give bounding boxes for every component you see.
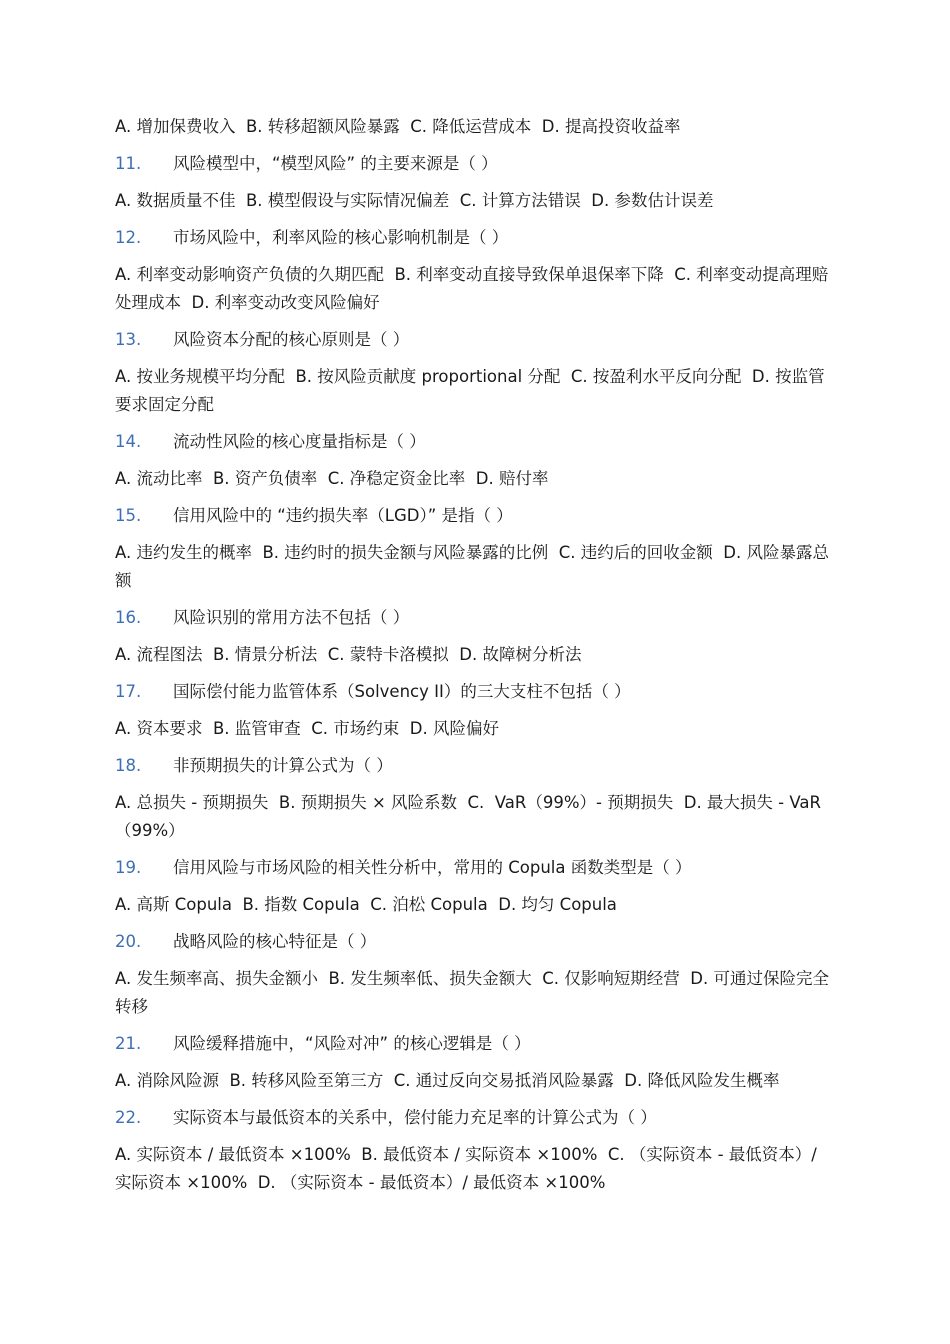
question-text: 风险资本分配的核心原则是（ ）	[173, 330, 410, 349]
question-number: 15.	[115, 506, 142, 525]
question-12-options: A. 利率变动影响资产负债的久期匹配 B. 利率变动直接导致保单退保率下降 C. 利率变动提高理赔处理成本 D. 利率变动改变风险偏好	[115, 265, 829, 312]
question-14	[115, 428, 837, 456]
question-15-options: A. 违约发生的概率 B. 违约时的损失金额与风险暴露的比例 C. 违约后的回收金额 D. 风险暴露总额	[115, 543, 829, 590]
question-12	[115, 224, 837, 252]
question-16	[115, 604, 837, 632]
question-15	[115, 502, 837, 530]
question-14-options: A. 流动比率 B. 资产负债率 C. 净稳定资金比率 D. 赔付率	[115, 469, 549, 488]
question-17	[115, 678, 837, 706]
question-21	[115, 1030, 837, 1058]
question-20	[115, 928, 837, 956]
question-number: 18.	[115, 756, 142, 775]
question-number: 16.	[115, 608, 142, 627]
question-22	[115, 1104, 837, 1132]
question-10-options: A. 增加保费收入 B. 转移超额风险暴露 C. 降低运营成本 D. 提高投资收益率	[115, 117, 681, 136]
question-text: 风险缓释措施中，“风险对冲” 的核心逻辑是（ ）	[173, 1034, 531, 1053]
question-number: 19.	[115, 858, 142, 877]
question-13-options: A. 按业务规模平均分配 B. 按风险贡献度 proportional 分配 C. 按盈利水平反向分配 D. 按监管要求固定分配	[115, 367, 825, 414]
question-text: 风险识别的常用方法不包括（ ）	[173, 608, 410, 627]
question-16-options: A. 流程图法 B. 情景分析法 C. 蒙特卡洛模拟 D. 故障树分析法	[115, 645, 582, 664]
question-17-options: A. 资本要求 B. 监管审查 C. 市场约束 D. 风险偏好	[115, 719, 499, 738]
question-text: 流动性风险的核心度量指标是（ ）	[173, 432, 426, 451]
question-19-options: A. 高斯 Copula B. 指数 Copula C. 泊松 Copula D. 均匀 Copula	[115, 895, 617, 914]
question-18	[115, 752, 837, 780]
question-21-options: A. 消除风险源 B. 转移风险至第三方 C. 通过反向交易抵消风险暴露 D. 降低风险发生概率	[115, 1071, 780, 1090]
question-text: 非预期损失的计算公式为（ ）	[173, 756, 393, 775]
question-13	[115, 326, 837, 354]
question-number: 13.	[115, 330, 142, 349]
question-number: 14.	[115, 432, 142, 451]
question-text: 信用风险与市场风险的相关性分析中，常用的 Copula 函数类型是（ ）	[173, 858, 692, 877]
question-list	[115, 113, 837, 1206]
question-number: 21.	[115, 1034, 142, 1053]
question-20-options: A. 发生频率高、损失金额小 B. 发生频率低、损失金额大 C. 仅影响短期经营 D. 可通过保险完全转移	[115, 969, 829, 1016]
question-text: 实际资本与最低资本的关系中，偿付能力充足率的计算公式为（ ）	[173, 1108, 657, 1127]
question-number: 17.	[115, 682, 142, 701]
question-22-options: A. 实际资本 / 最低资本 ×100% B. 最低资本 / 实际资本 ×100% C. （实际资本 - 最低资本）/ 实际资本 ×100% D. （实际资本 - 最低资本）/ 最低资本 ×100%	[115, 1145, 823, 1192]
question-18-options: A. 总损失 - 预期损失 B. 预期损失 × 风险系数 C. VaR（99%）- 预期损失 D. 最大损失 - VaR（99%）	[115, 793, 821, 840]
question-text: 战略风险的核心特征是（ ）	[173, 932, 377, 951]
question-11	[115, 150, 837, 178]
question-text: 风险模型中，“模型风险” 的主要来源是（ ）	[173, 154, 498, 173]
question-number: 22.	[115, 1108, 142, 1127]
question-text: 信用风险中的 “违约损失率（LGD）” 是指（ ）	[173, 506, 513, 525]
question-number: 20.	[115, 932, 142, 951]
question-number: 12.	[115, 228, 142, 247]
question-11-options: A. 数据质量不佳 B. 模型假设与实际情况偏差 C. 计算方法错误 D. 参数估计误差	[115, 191, 714, 210]
question-19	[115, 854, 837, 882]
question-number: 11.	[115, 154, 142, 173]
question-text: 国际偿付能力监管体系（Solvency II）的三大支柱不包括（ ）	[173, 682, 631, 701]
question-text: 市场风险中，利率风险的核心影响机制是（ ）	[173, 228, 509, 247]
